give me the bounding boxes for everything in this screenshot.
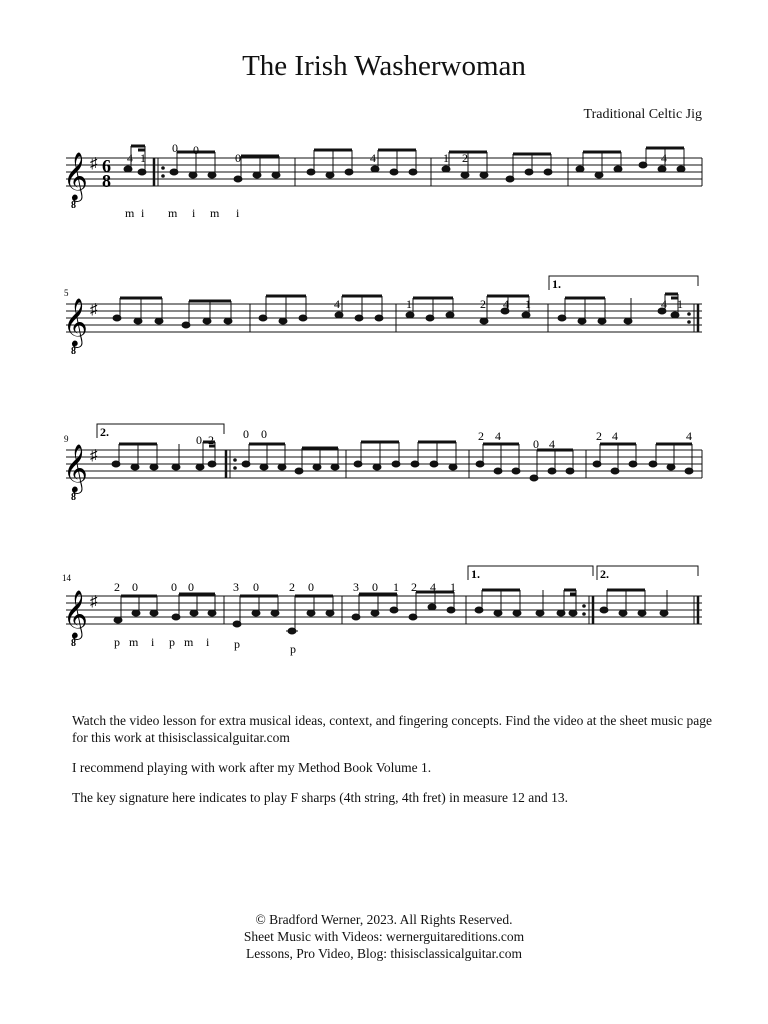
plucking: m	[210, 206, 220, 220]
fingering: 1	[677, 297, 683, 311]
plucking: p	[169, 635, 175, 649]
fingering-numbers	[114, 580, 456, 594]
plucking: i	[141, 206, 145, 220]
plucking: i	[151, 635, 155, 649]
plucking: i	[192, 206, 196, 220]
staff-system-2	[0, 246, 768, 366]
plucking: m	[129, 635, 139, 649]
note-paragraph: I recommend playing with work after my Method Book Volume 1.	[72, 760, 432, 775]
staff-system-4-notation	[0, 538, 768, 668]
fingering: 1	[443, 151, 449, 165]
clef-octave-mark: 8	[71, 492, 76, 503]
composer-credit: Traditional Celtic Jig	[583, 107, 702, 122]
fingering: 0	[308, 580, 314, 594]
fingering: 1	[450, 580, 456, 594]
time-signature-numerator: 6	[102, 156, 111, 176]
first-ending-label: 1.	[552, 277, 561, 291]
fingering: 2	[114, 580, 120, 594]
note-paragraph: The key signature here indicates to play F sharps (4th string, 4th fret) in measure 12 and 13.	[72, 790, 568, 805]
fingering: 0	[235, 151, 241, 165]
fingering: 4	[127, 151, 133, 165]
staff-lines	[66, 158, 702, 186]
fingering: 0	[533, 437, 539, 451]
first-ending-label: 1.	[471, 567, 480, 581]
fingering: 4	[661, 151, 667, 165]
measure-number: 14	[62, 573, 71, 583]
fingering: 0	[372, 580, 378, 594]
lessons-link-line: Lessons, Pro Video, Blog: thisisclassicalguitar.com	[245, 946, 523, 961]
lesson-notes	[72, 712, 712, 819]
plucking-letters	[114, 635, 296, 656]
fingering: 4	[549, 437, 555, 451]
fingering: 4	[334, 297, 340, 311]
second-ending-bracket	[97, 424, 224, 438]
fingering: 0	[261, 427, 267, 441]
copyright-line: © Bradford Werner, 2023. All Rights Reserved.	[255, 912, 513, 927]
fingering: 4	[503, 297, 509, 311]
first-ending-bracket	[468, 566, 593, 580]
fingering: 1	[525, 297, 531, 311]
fingering: 2	[208, 433, 214, 447]
plucking: i	[206, 635, 210, 649]
fingering: 2	[596, 429, 602, 443]
first-ending-bracket	[549, 276, 698, 290]
fingering: 0	[253, 580, 259, 594]
staff-system-1-notation	[0, 100, 768, 230]
measure-number: 5	[64, 288, 69, 298]
fingering: 0	[193, 143, 199, 157]
key-signature-sharp: ♯	[90, 156, 98, 172]
plucking: p	[234, 637, 240, 651]
sheet-music-link-line: Sheet Music with Videos: wernerguitareditions.com	[243, 929, 525, 944]
fingering: 4	[430, 580, 436, 594]
staff-system-1	[0, 100, 768, 220]
fingering: 0	[188, 580, 194, 594]
fingering: 1	[140, 151, 146, 165]
fingering: 1	[393, 580, 399, 594]
staff-system-4	[0, 538, 768, 658]
staff-system-2-notation	[0, 246, 768, 366]
fingering: 0	[132, 580, 138, 594]
staff-system-3-notation	[0, 392, 768, 512]
treble-clef-icon: 𝄞	[63, 300, 88, 346]
notes	[124, 146, 685, 182]
note-paragraph: Watch the video lesson for extra musical ideas, context, and fingering concepts. Find the video at the sheet music page for this work at thisisclassicalguitar.com	[72, 713, 712, 745]
fingering: 2	[478, 429, 484, 443]
fingering: 3	[233, 580, 239, 594]
notes	[112, 442, 693, 481]
treble-clef-icon: 𝄞	[63, 154, 88, 200]
key-signature-sharp: ♯	[90, 594, 98, 610]
plucking: m	[184, 635, 194, 649]
plucking: m	[125, 206, 135, 220]
fingering: 0	[171, 580, 177, 594]
fingering: 4	[686, 429, 692, 443]
clef-octave-mark: 8	[71, 638, 76, 649]
plucking-letters	[125, 206, 240, 220]
fingering: 1	[406, 297, 412, 311]
fingering: 2	[411, 580, 417, 594]
staff-system-3	[0, 392, 768, 512]
clef-octave-mark: 8	[71, 200, 76, 211]
key-signature-sharp: ♯	[90, 302, 98, 318]
fingering: 4	[661, 297, 667, 311]
plucking: p	[114, 635, 120, 649]
fingering: 2	[480, 297, 486, 311]
fingering: 0	[243, 427, 249, 441]
fingering: 2	[462, 151, 468, 165]
time-signature-denominator: 8	[102, 171, 111, 191]
staff-lines	[66, 450, 702, 478]
plucking: i	[236, 206, 240, 220]
fingering: 3	[353, 580, 359, 594]
fingering: 4	[612, 429, 618, 443]
fingering: 0	[196, 433, 202, 447]
second-ending-bracket	[597, 566, 698, 580]
copyright-footer	[0, 911, 768, 962]
fingering: 0	[172, 141, 178, 155]
treble-clef-icon: 𝄞	[63, 592, 88, 638]
key-signature-sharp: ♯	[90, 448, 98, 464]
fingering: 4	[370, 151, 376, 165]
treble-clef-icon: 𝄞	[63, 446, 88, 492]
second-ending-label: 2.	[600, 567, 609, 581]
second-ending-label: 2.	[100, 425, 109, 439]
plucking: m	[168, 206, 178, 220]
notes	[114, 590, 668, 634]
score-title: The Irish Washerwoman	[242, 50, 526, 82]
measure-number: 9	[64, 434, 69, 444]
plucking: p	[290, 642, 296, 656]
clef-octave-mark: 8	[71, 346, 76, 357]
fingering: 2	[289, 580, 295, 594]
fingering: 4	[495, 429, 501, 443]
